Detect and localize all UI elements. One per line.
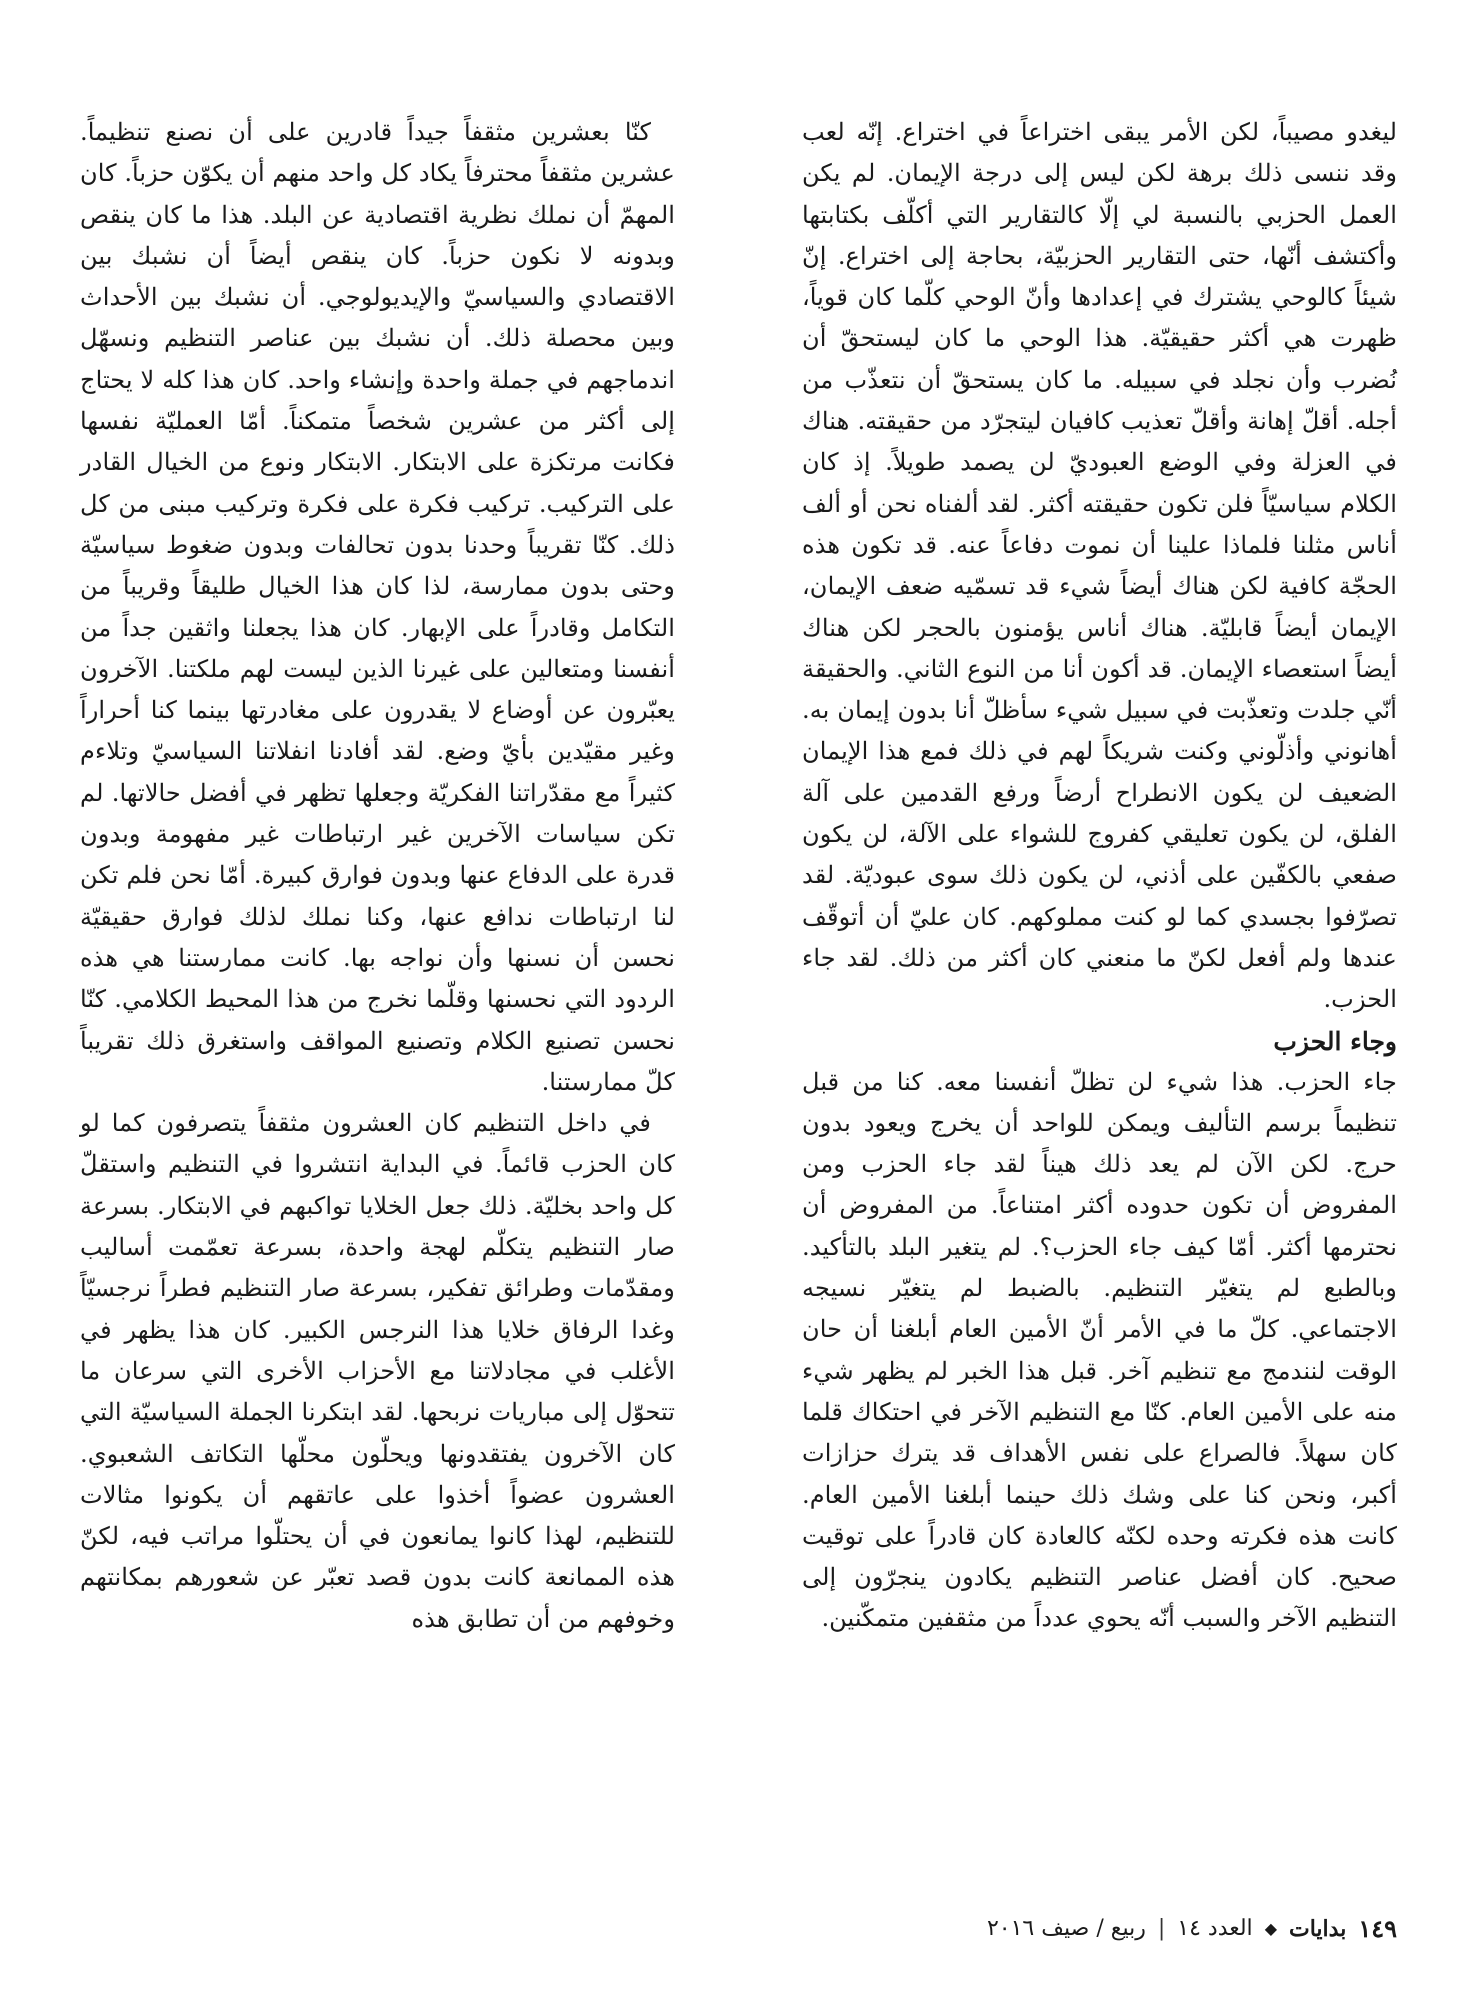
left-column bbox=[80, 112, 675, 1640]
page-number: ١٤٩ bbox=[1358, 1914, 1397, 1943]
left-column-paragraph-2: في داخل التنظيم كان العشرون مثقفاً يتصرفون كما لو كان الحزب قائماً. في البداية انتشروا في التنظيم واستقلّ كل واحد بخليّة. ذلك جعل الخلايا تواكبهم في الابتكار. بسرعة صار التنظيم يتكلّم لهجة واحدة، بسرعة تعمّمت أساليب ومقدّمات وطرائق تفكير، بسرعة صار التنظيم فطراً نرجسيّاً وغدا الرفاق خلايا هذا النرجس الكبير. كان هذا يظهر في الأغلب في مجادلاتنا مع الأحزاب الأخرى التي سرعان ما تتحوّل إلى مباريات نربحها. لقد ابتكرنا الجملة السياسيّة التي كان الآخرون يفتقدونها ويحلّون محلّها التكاتف الشعبوي. العشرون عضواً أخذوا على عاتقهم أن يكونوا مثالات للتنظيم، لهذا كانوا يمانعون في أن يحتلّوا مراتب فيه، لكنّ هذه الممانعة كانت بدون قصد تعبّر عن شعورهم بمكانتهم وخوفهم من أن تطابق هذه bbox=[80, 1109, 675, 1633]
diamond-icon: ◆ bbox=[1264, 1919, 1277, 1938]
right-column-paragraph-1: ليغدو مصيباً، لكن الأمر يبقى اختراعاً في اختراع. إنّه لعب وقد ننسى ذلك برهة لكن ليس إلى درجة الإيمان. لم يكن العمل الحزبي بالنسبة لي إلّا كالتقارير التي أكلّف بكتابتها وأكتشف أنّها، حتى التقارير الحزبيّة، بحاجة إلى اختراع. إنّ شيئاً كالوحي يشترك في إعدادها وأنّ الوحي كلّما كان قوياً، ظهرت هي أكثر حقيقيّة. هذا الوحي ما كان ليستحقّ أن نُضرب وأن نجلد في سبيله. ما كان يستحقّ أن نتعذّب من أجله. أقلّ إهانة وأقلّ تعذيب كافيان ليتجرّد من حقيقته. هناك في العزلة وفي الوضع العبوديّ لن يصمد طويلاً. إذ كان الكلام سياسيّاً فلن تكون حقيقته أكثر. لقد ألفناه نحن أو ألف أناس مثلنا فلماذا علينا أن نموت دفاعاً عنه. قد تكون هذه الحجّة كافية لكن هناك أيضاً شيء قد تسمّيه ضعف الإيمان، الإيمان أيضاً قابليّة. هناك أناس يؤمنون بالحجر لكن هناك أيضاً استعصاء الإيمان. قد أكون أنا من النوع الثاني. والحقيقة أنّي جلدت وتعذّبت في سبيل شيء سأظلّ أنا بدون إيمان به. أهانوني وأذلّوني وكنت شريكاً لهم في ذلك فمع هذا الإيمان الضعيف لن يكون الانطراح أرضاً ورفع القدمين على آلة الفلق، لن يكون تعليقي كفروج للشواء على الآلة، لن يكون صفعي بالكفّين على أذني، لن يكون ذلك سوى عبوديّة. لقد تصرّفوا بجسدي كما لو كنت مملوكهم. كان عليّ أن أتوقّف عندها ولم أفعل لكنّ ما منعني كان أكثر من ذلك. لقد جاء الحزب. bbox=[802, 118, 1397, 1014]
issue-season: ربيع / صيف ٢٠١٦ bbox=[986, 1916, 1146, 1941]
section-heading: وجاء الحزب bbox=[1273, 1026, 1397, 1056]
left-column-paragraph-1: كنّا بعشرين مثقفاً جيداً قادرين على أن نصنع تنظيماً. عشرين مثقفاً محترفاً يكاد كل واحد منهم أن يكوّن حزباً. كان المهمّ أن نملك نظرية اقتصادية عن البلد. هذا ما كان ينقص وبدونه لا نكون حزباً. كان ينقص أيضاً أن نشبك بين الاقتصادي والسياسيّ والإيديولوجي. أن نشبك بين الأحداث وبين محصلة ذلك. أن نشبك بين عناصر التنظيم ونسهّل اندماجهم في جملة واحدة وإنشاء واحد. كان هذا كله لا يحتاج إلى أكثر من عشرين شخصاً متمكناً. أمّا العمليّة نفسها فكانت مرتكزة على الابتكار. الابتكار ونوع من الخيال القادر على التركيب. تركيب فكرة على فكرة وتركيب مبنى من كل ذلك. كنّا تقريباً وحدنا بدون تحالفات وبدون ضغوط سياسيّة وحتى بدون ممارسة، لذا كان هذا الخيال طليقاً وقريباً من التكامل وقادراً على الإبهار. كان هذا يجعلنا واثقين جداً من أنفسنا ومتعالين على غيرنا الذين ليست لهم ملكتنا. الآخرون يعبّرون عن أوضاع لا يقدرون على مغادرتها بينما كنا أحراراً وغير مقيّدين بأيّ وضع. لقد أفادنا انفلاتنا السياسيّ وتلاءم كثيراً مع مقدّراتنا الفكريّة وجعلها تظهر في أفضل حالاتها. لم تكن سياسات الآخرين غير ارتباطات غير مفهومة وبدون قدرة على الدفاع عنها وبدون فوارق كبيرة. أمّا نحن فلم تكن لنا ارتباطات ندافع عنها، وكنا نملك لذلك فوارق حقيقيّة نحسن أن نسنها وأن نواجه بها. كانت ممارستنا هي هذه الردود التي نحسنها وقلّما نخرج من هذا المحيط الكلامي. كنّا نحسن تصنيع الكلام وتصنيع المواقف واستغرق ذلك تقريباً كلّ ممارستنا. bbox=[80, 118, 675, 1096]
page-footer bbox=[987, 1914, 1397, 1943]
journal-name: بدايات bbox=[1289, 1915, 1347, 1942]
right-column bbox=[802, 112, 1397, 1640]
issue-number: العدد ١٤ bbox=[1177, 1916, 1253, 1941]
footer-separator: | bbox=[1157, 1916, 1166, 1941]
right-column-paragraph-2: جاء الحزب. هذا شيء لن تظلّ أنفسنا معه. كنا من قبل تنظيماً برسم التأليف ويمكن للواحد أن يخرج ويعود بدون حرج. لكن الآن لم يعد ذلك هيناً لقد جاء الحزب ومن المفروض أن تكون حدوده أكثر امتناعاً. من المفروض أن نحترمها أكثر. أمّا كيف جاء الحزب؟. لم يتغير البلد بالتأكيد. وبالطبع لم يتغيّر التنظيم. بالضبط لم يتغيّر نسيجه الاجتماعي. كلّ ما في الأمر أنّ الأمين العام أبلغنا أن حان الوقت لنندمج مع تنظيم آخر. قبل هذا الخبر لم يظهر شيء منه على الأمين العام. كنّا مع التنظيم الآخر في احتكاك قلما كان سهلاً. فالصراع على نفس الأهداف قد يترك حزازات أكبر، ونحن كنا على وشك ذلك حينما أبلغنا الأمين العام. كانت هذه فكرته وحده لكنّه كالعادة كان قادراً على توقيت صحيح. كان أفضل عناصر التنظيم يكادون ينجرّون إلى التنظيم الآخر والسبب أنّه يحوي عدداً من مثقفين متمكّنين. bbox=[802, 1067, 1397, 1633]
